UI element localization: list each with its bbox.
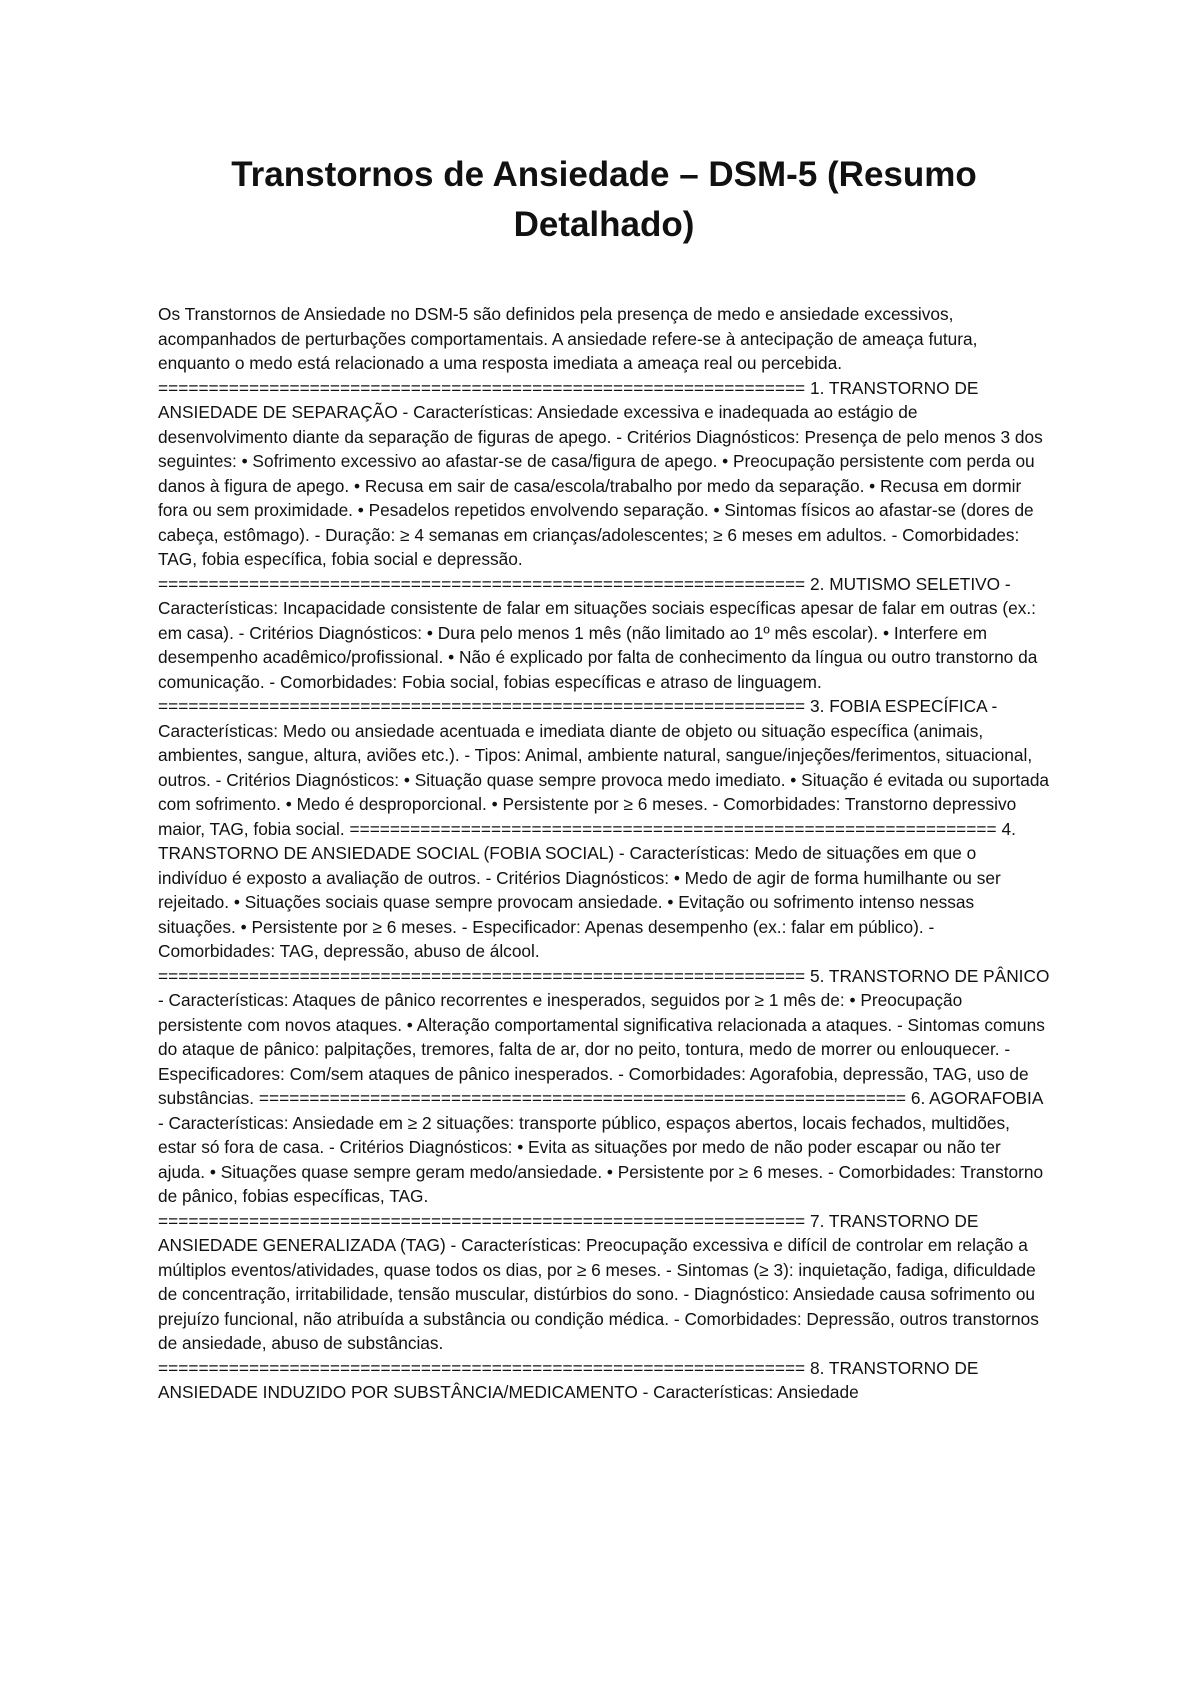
section-8-text: 8. TRANSTORNO DE ANSIEDADE INDUZIDO POR SUBSTÂNCIA/MEDICAMENTO - Características: Ansiedade bbox=[158, 1357, 979, 1402]
document-title: Transtornos de Ansiedade – DSM-5 (Resumo Detalhado) bbox=[231, 155, 977, 244]
section-separator: ================================================================ bbox=[158, 573, 806, 594]
section-1-text: 1. TRANSTORNO DE ANSIEDADE DE SEPARAÇÃO - Características: Ansiedade excessiva e inadequada ao estágio de desenvolvimento diante da separação de figuras de apego. - Critérios Diagnósticos: Presença de pelo menos 3 dos seguintes: • Sofrimento excessivo ao afastar-se de casa/figura de apego. • Preocupação persistente com perda ou danos à figura de apego. • Recusa em sair de casa/escola/trabalho por medo da separação. • Recusa em dormir fora ou sem proximidade. • Pesadelos repetidos envolvendo separação. • Sintomas físicos ao afastar-se (dores de cabeça, estômago). - Duração: ≥ 4 semanas em crianças/adolescentes; ≥ 6 meses em adultos. - Comorbidades: TAG, fobia específica, fobia social e depressão. bbox=[158, 377, 1043, 569]
section-3-text: 3. FOBIA ESPECÍFICA - Características: Medo ou ansiedade acentuada e imediata diante de objeto ou situação específica (animais, ambientes, sangue, altura, aviões etc.). - Tipos: Animal, ambiente natural, sangue/injeções/ferimentos, situacional, outros. - Critérios Diagnósticos: • Situação quase sempre provoca medo imediato. • Situação é evitada ou suportada com sofrimento. • Medo é desproporcional. • Persistente por ≥ 6 meses. - Comorbidades: Transtorno depressivo maior, TAG, fobia social. bbox=[158, 696, 1050, 839]
section-separator: ================================================================ bbox=[158, 377, 806, 398]
section-separator: ================================================================ bbox=[158, 1210, 806, 1231]
section-separator: ================================================================ bbox=[158, 965, 806, 986]
document-body bbox=[158, 302, 1050, 1405]
document-page bbox=[158, 150, 1050, 1405]
section-4-text: 4. TRANSTORNO DE ANSIEDADE SOCIAL (FOBIA SOCIAL) - Características: Medo de situações em que o indivíduo é exposto a avaliação de outros. - Critérios Diagnósticos: • Medo de agir de forma humilhante ou ser rejeitado. • Situações sociais quase sempre provocam ansiedade. • Evitação ou sofrimento intenso nessas situações. • Persistente por ≥ 6 meses. - Especificador: Apenas desempenho (ex.: falar em público). - Comorbidades: TAG, depressão, abuso de álcool. bbox=[158, 818, 1016, 961]
section-separator: ================================================================ bbox=[158, 1357, 806, 1378]
section-separator: ================================================================ bbox=[258, 1088, 907, 1108]
section-5-text: 5. TRANSTORNO DE PÂNICO - Características: Ataques de pânico recorrentes e inesperados, seguidos por ≥ 1 mês de: • Preocupação persistente com novos ataques. • Alteração comportamental significativa relacionada a ataques. - Sintomas comuns do ataque de pânico: palpitações, tremores, falta de ar, dor no peito, tontura, medo de morrer ou enlouquecer. - Especificadores: Com/sem ataques de pânico inesperados. - Comorbidades: Agorafobia, depressão, TAG, uso de substâncias. bbox=[158, 965, 1050, 1108]
section-2-text: 2. MUTISMO SELETIVO - Características: Incapacidade consistente de falar em situações sociais específicas apesar de falar em outras (ex.: em casa). - Critérios Diagnósticos: • Dura pelo menos 1 mês (não limitado ao 1º mês escolar). • Interfere em desempenho acadêmico/profissional. • Não é explicado por falta de conhecimento da língua ou outro transtorno da comunicação. - Comorbidades: Fobia social, fobias específicas e atraso de linguagem. bbox=[158, 573, 1038, 692]
intro-paragraph: Os Transtornos de Ansiedade no DSM-5 são definidos pela presença de medo e ansiedade excessivos, acompanhados de perturbações comportamentais. A ansiedade refere-se à antecipação de ameaça futura, enquanto o medo está relacionado a uma resposta imediata a ameaça real ou percebida. bbox=[158, 304, 978, 373]
section-6-text: 6. AGORAFOBIA - Características: Ansiedade em ≥ 2 situações: transporte público, espaços abertos, locais fechados, multidões, estar só fora de casa. - Critérios Diagnósticos: • Evita as situações por medo de não poder escapar ou não ter ajuda. • Situações quase sempre geram medo/ansiedade. • Persistente por ≥ 6 meses. - Comorbidades: Transtorno de pânico, fobias específicas, TAG. bbox=[158, 1088, 1044, 1206]
section-7-text: 7. TRANSTORNO DE ANSIEDADE GENERALIZADA (TAG) - Características: Preocupação excessiva e difícil de controlar em relação a múltiplos eventos/atividades, quase todos os dias, por ≥ 6 meses. - Sintomas (≥ 3): inquietação, fadiga, dificuldade de concentração, irritabilidade, tensão muscular, distúrbios do sono. - Diagnóstico: Ansiedade causa sofrimento ou prejuízo funcional, não atribuída a substância ou condição médica. - Comorbidades: Depressão, outros transtornos de ansiedade, abuso de substâncias. bbox=[158, 1210, 1039, 1353]
section-separator: ================================================================ bbox=[349, 818, 997, 839]
section-separator: ================================================================ bbox=[158, 696, 806, 716]
